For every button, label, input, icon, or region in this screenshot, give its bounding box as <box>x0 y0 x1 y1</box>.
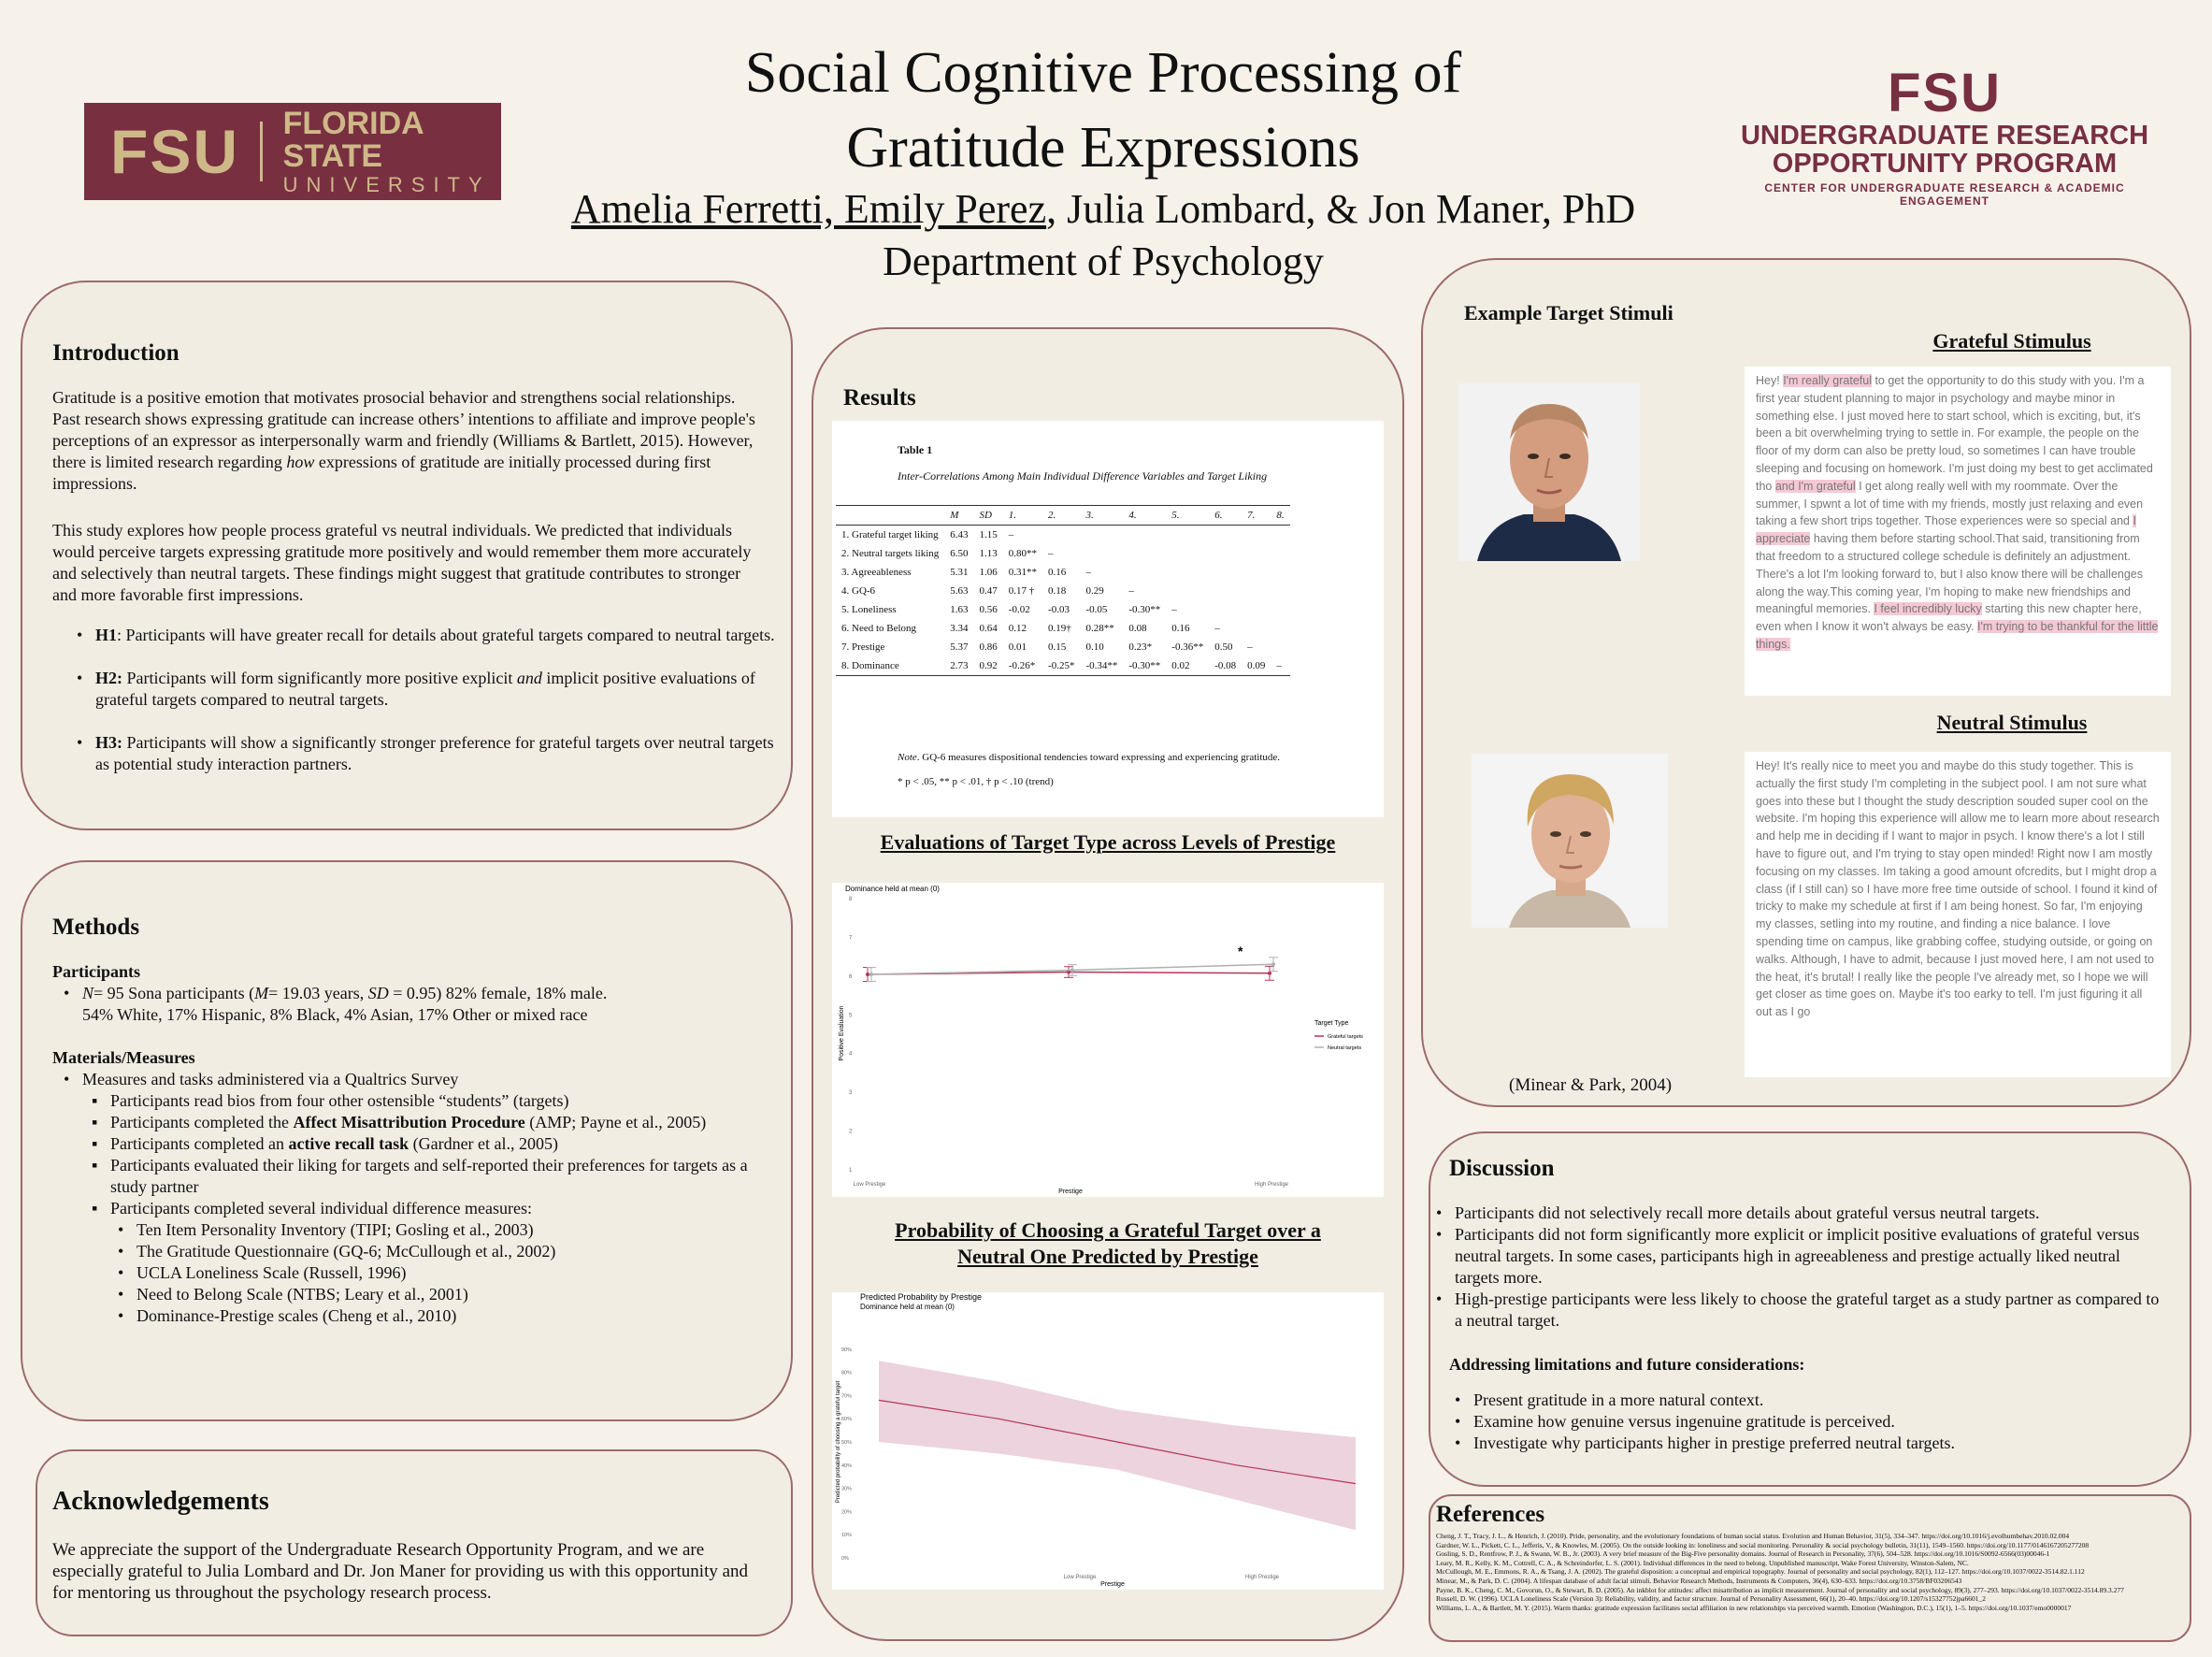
discussion-heading: Discussion <box>1449 1156 1555 1181</box>
table-cell: 1. Grateful target liking <box>841 529 939 540</box>
table-cell: -0.05 <box>1085 604 1108 615</box>
discussion-points <box>1430 1203 2165 1332</box>
table-cell <box>1271 619 1289 638</box>
h2-label: H2: <box>95 669 122 687</box>
discussion-point: • Participants did not form significantly more explicit or implicit positive evaluations of grateful versus neutral targets. In some cases, participants high in agreeableness and prestige actually liked neutral targets more. <box>1430 1224 2165 1289</box>
table-row <box>836 544 1290 563</box>
limitations-list <box>1449 1390 2160 1454</box>
participants-heading: Participants <box>52 962 140 981</box>
chart2-y-tick-label: 30% <box>841 1486 853 1492</box>
results-panel <box>812 327 1404 1641</box>
m3-a: Participants completed an <box>110 1134 289 1153</box>
table-cell <box>1271 526 1289 545</box>
table-cell: 5. Loneliness <box>841 604 897 615</box>
scale-item: • Need to Belong Scale (NTBS; Leary et al., 2001) <box>112 1284 772 1305</box>
table-cell <box>1042 526 1080 545</box>
h2-em: and <box>516 669 542 687</box>
measure-3 <box>86 1133 772 1155</box>
table-cell: 2.73 <box>944 656 973 676</box>
grateful-target-photo <box>1458 383 1640 561</box>
m2-b: Affect Misattribution Procedure <box>293 1113 525 1131</box>
table-cell <box>1080 544 1123 563</box>
reference-item: Leary, M. R., Kelly, K. M., Cottrell, C. A., & Schreindorfer, L. S. (2001). Individual differences in the need to belong. Unpublished manuscript, Wake Forest University, Winston-Salem, NC. <box>1436 1558 1969 1567</box>
hypothesis-2 <box>71 668 782 711</box>
reference-item: Gosling, S. D., Rentfrow, P. J., & Swann, W. B., Jr. (2003). A very brief measure of the Big-Five personality domains. Journal of Research in Personality, 37(6), 504–528. https://doi.org/10.1016/S0092-6566(03)00046-1 <box>1436 1549 2050 1559</box>
table-cell <box>1271 544 1289 563</box>
chart2-x-tick-label: High Prestige <box>1244 1575 1280 1580</box>
hypotheses-list <box>71 625 782 775</box>
reference-item: Gardner, W. L., Pickett, C. L., Jefferis, V., & Knowles, M. (2005). On the outside looking in: loneliness and social monitoring. Personality & social psychology bulletin, 31(11), 1549–1560. https://doi.org/10.1177/0146167205277208 <box>1436 1540 2090 1549</box>
table-cell <box>1242 544 1271 563</box>
table-cell: 0.86 <box>979 641 998 653</box>
table-cell: – <box>1247 641 1253 653</box>
participants-item <box>58 983 772 1026</box>
neutral-stimulus-heading: Neutral Stimulus <box>1936 711 2088 734</box>
table-cell: -0.03 <box>1048 604 1070 615</box>
table-cell: 3. Agreeableness <box>841 567 912 578</box>
table-cell <box>1209 563 1242 582</box>
chart1-point <box>869 973 873 976</box>
chart2-heading <box>813 1218 1402 1270</box>
scale-item: • The Gratitude Questionnaire (GQ-6; McCullough et al., 2002) <box>112 1241 772 1262</box>
fsu-logo-mark: FSU <box>110 117 239 186</box>
chart2-y-tick-label: 50% <box>841 1440 853 1446</box>
chart1-legend-label: Grateful targets <box>1328 1034 1363 1040</box>
chart1-point <box>1070 968 1074 972</box>
table-cell: 5.31 <box>950 567 969 578</box>
introduction-panel <box>21 281 793 830</box>
correlation-table <box>836 505 1290 676</box>
table-cell <box>1242 526 1271 545</box>
h3-label: H3: <box>95 733 122 752</box>
chart1-x-tick-label: High Prestige <box>1254 1182 1289 1188</box>
table-cell: -0.08 <box>1209 656 1242 676</box>
m2-c: (AMP; Payne et al., 2005) <box>524 1113 707 1131</box>
table-cell: 2. Neutral targets liking <box>841 548 940 559</box>
table-body <box>836 526 1290 676</box>
table-cell: 0.31** <box>1008 567 1038 578</box>
table-cell: -0.30** <box>1123 656 1166 676</box>
chart1-y-tick-label: 1 <box>849 1168 853 1174</box>
table-cell: 5.37 <box>950 641 969 653</box>
chart2-subtitle: Dominance held at mean (0) <box>860 1303 955 1311</box>
participants-list <box>58 983 772 1026</box>
chart1-legend-label: Neutral targets <box>1328 1045 1362 1051</box>
chart2-y-tick-label: 60% <box>841 1417 853 1423</box>
table-cell: 0.47 <box>979 585 998 597</box>
reference-item: Payne, B. K., Cheng, C. M., Govorun, O., & Stewart, B. D. (2005). An inkblot for attitudes: affect misattribution as implicit measurement. Journal of personality and social psychology, 89(3), 277–293. https://doi.org/10.1037/0022-3514.89.3.277 <box>1436 1585 2124 1594</box>
table-cell: 0.16 <box>1048 567 1067 578</box>
bio-highlight: I'm trying to be thankful for the little things. <box>1756 620 2159 651</box>
table-cell: 5.63 <box>950 585 969 597</box>
urop-logo-mark: FSU <box>1888 63 2002 123</box>
table-note-text: . GQ-6 measures dispositional tendencies toward expressing and experiencing gratitude. <box>916 752 1281 763</box>
table-cell: 0.16 <box>1171 623 1190 634</box>
chart1-y-axis-label: Positive Evaluation <box>839 1005 845 1061</box>
chart1-point <box>1268 972 1271 975</box>
table-cell: -0.26* <box>1003 656 1042 676</box>
bio-highlight: I'm really grateful <box>1783 374 1872 387</box>
h2-text-a: Participants will form significantly more positive explicit <box>122 669 517 687</box>
table-header-row <box>836 506 1290 526</box>
part-b: = 19.03 years, <box>268 984 368 1002</box>
acknowledgements-heading: Acknowledgements <box>52 1487 269 1516</box>
results-heading: Results <box>843 385 916 411</box>
table-header-cell: M <box>944 506 973 526</box>
table-header-cell: 1. <box>1003 506 1042 526</box>
chart2-y-tick-label: 0% <box>841 1556 849 1562</box>
authors <box>524 183 1683 236</box>
table-cell: 1.13 <box>979 548 998 559</box>
introduction-paragraph-1 <box>52 387 765 495</box>
table-cell: 0.09 <box>1242 656 1271 676</box>
acknowledgements-text: We appreciate the support of the Undergraduate Research Opportunity Program, and we are especially grateful to Julia Lombard and Dr. Jon Maner for providing us with this opportunity and for mentoring us throughout the psychology research process. <box>52 1540 749 1603</box>
measures-sublist <box>86 1090 772 1327</box>
chart1-subtitle: Dominance held at mean (0) <box>845 885 940 893</box>
h2-text-b: implicit positive evaluations of grateful targets compared to neutral targets. <box>95 669 755 709</box>
title-line-2: Gratitude Expressions <box>846 116 1360 180</box>
h1-text: : Participants will have greater recall for details about grateful targets compared to neutral targets. <box>117 626 775 644</box>
chart1-y-tick-label: 2 <box>849 1129 853 1135</box>
table-cell: 0.12 <box>1008 623 1027 634</box>
table-cell: 1.06 <box>979 567 998 578</box>
chart1-y-tick-label: 5 <box>849 1013 853 1019</box>
table-cell <box>1271 600 1289 619</box>
neutral-face-image <box>1472 754 1668 928</box>
authors-rest: , Julia Lombard, & Jon Maner, PhD <box>1046 186 1636 232</box>
fsu-logo-name-line2: UNIVERSITY <box>282 173 491 197</box>
table-cell: – <box>1171 604 1177 615</box>
references-heading: References <box>1436 1502 1545 1527</box>
table-cell: 0.92 <box>974 656 1003 676</box>
bio-highlight: I feel incredibly lucky <box>1874 602 1982 616</box>
m3-b: active recall task <box>288 1134 409 1153</box>
reference-item: Russell, D. W. (1996). UCLA Loneliness Scale (Version 3): Reliability, validity, and factor structure. Journal of Personality Assessment, 66(1), 20–40. https://doi.org/10.1207/s15327752jpa6601_2 <box>1436 1594 1986 1604</box>
table-cell: 0.10 <box>1085 641 1104 653</box>
table-header-cell: 5. <box>1166 506 1209 526</box>
table-cell <box>1166 582 1209 600</box>
chart2-y-tick-label: 80% <box>841 1370 853 1376</box>
discussion-point: • Participants did not selectively recall more details about grateful versus neutral targets. <box>1430 1203 2165 1224</box>
intro-p1-a: Gratitude is a positive emotion that motivates prosocial behavior and strengthens social relationships. Past research shows expressing gratitude can increase others’ intentions to affiliate and improve people's perceptions of an expressor as interpersonally warm and friendly (Williams & Bartlett, 2015). However, there is limited research regarding <box>52 388 755 471</box>
limitation-item: • Present gratitude in a more natural context. <box>1449 1390 2160 1411</box>
table-header-cell: SD <box>974 506 1003 526</box>
chart2-y-axis-label: Predicted probability of choosing a grateful target <box>836 1380 841 1504</box>
h3-text: Participants will show a significantly stronger preference for grateful targets over neutral targets as potential study interaction partners. <box>95 733 774 773</box>
urop-logo-line3: CENTER FOR UNDERGRADUATE RESEARCH & ACADEMIC ENGAGEMENT <box>1764 181 2125 208</box>
chart1-legend-title: Target Type <box>1314 1020 1349 1027</box>
bio-highlight: and I'm grateful <box>1774 479 1856 493</box>
reference-item: McCullough, M. E., Emmons, R. A., & Tsang, J. A. (2002). The grateful disposition: a conceptual and empirical topography. Journal of personality and social psychology, 82(1), 112–127. https://doi.org/10.1037/0022-3514.82.1.112 <box>1436 1567 2085 1577</box>
table-cell <box>1166 526 1209 545</box>
scale-item: • UCLA Loneliness Scale (Russell, 1996) <box>112 1262 772 1284</box>
table-cell <box>1166 563 1209 582</box>
table-header-cell: 8. <box>1271 506 1289 526</box>
measure-1: ▪ Participants read bios from four other ostensible “students” (targets) <box>86 1090 772 1112</box>
bio-highlight: I appreciate <box>1756 514 2136 546</box>
table-cell <box>1242 582 1271 600</box>
table-cell <box>1123 544 1166 563</box>
scales-list <box>112 1219 772 1327</box>
chart1-y-tick-label: 4 <box>849 1051 853 1058</box>
table-cell: -0.25* <box>1042 656 1080 676</box>
hypothesis-1 <box>71 625 782 646</box>
introduction-heading: Introduction <box>52 340 180 366</box>
table-cell: 7. Prestige <box>841 641 885 653</box>
table-cell <box>1209 582 1242 600</box>
table-cell <box>1242 619 1271 638</box>
fsu-logo-name <box>282 105 501 197</box>
table-significance: * p < .05, ** p < .01, † p < .10 (trend) <box>898 776 1054 787</box>
department: Department of Psychology <box>883 238 1324 284</box>
choice-probability-chart <box>832 1292 1384 1590</box>
table-cell: 1.15 <box>979 529 998 540</box>
hypothesis-3 <box>71 732 782 775</box>
table-cell <box>1271 563 1289 582</box>
bio-text: I get along really well with my roommate. Over the summer, I spwnt a lot of time with my friends, mostly just relaxing and even taking a few short trips together. Those experiences were so special and <box>1756 479 2144 528</box>
table-header-cell: 4. <box>1123 506 1166 526</box>
table-row <box>836 526 1290 545</box>
table-header-cell: 7. <box>1242 506 1271 526</box>
table-cell: 0.19† <box>1048 623 1071 634</box>
fsu-logo <box>84 103 501 200</box>
table-cell <box>1166 544 1209 563</box>
chart2-y-tick-label: 90% <box>841 1347 853 1353</box>
chart2-y-tick-label: 20% <box>841 1509 853 1516</box>
references-list <box>1436 1532 2184 1612</box>
table-cell <box>1209 544 1242 563</box>
reference-item: Williams, L. A., & Bartlett, M. Y. (2015). Warm thanks: gratitude expression facilitates social affiliation in new relationships via perceived warmth. Emotion (Washington, D.C.), 15(1), 1–5. https://doi.org/10.1037/emo0000017 <box>1436 1603 2072 1612</box>
chart1-y-tick-label: 8 <box>849 897 853 902</box>
introduction-paragraph-2: This study explores how people process grateful vs neutral individuals. We predicted that individuals would perceive targets expressing gratitude more positively and would remember them more accurately and selectively than neutral targets. These findings might suggest that gratitude contributes to stronger and more favorable first impressions. <box>52 521 752 604</box>
grateful-face-image <box>1458 383 1640 561</box>
table-cell <box>1209 600 1242 619</box>
table-cell <box>1123 526 1166 545</box>
table-caption: Inter-Correlations Among Main Individual Difference Variables and Target Liking <box>898 469 1268 483</box>
measures-intro <box>58 1069 772 1327</box>
m3-c: (Gardner et al., 2005) <box>409 1134 559 1153</box>
fsu-logo-name-line1: FLORIDA STATE <box>282 105 424 175</box>
table-cell <box>1242 563 1271 582</box>
table-header-cell: 3. <box>1080 506 1123 526</box>
reference-item: Cheng, J. T., Tracy, J. L., & Henrich, J. (2010). Pride, personality, and the evolutionary foundations of human social status. Evolution and Human Behavior, 31(5), 334–347. https://doi.org/10.1016/j.evolhumbehav.2010.02.004 <box>1436 1532 2070 1540</box>
neutral-target-photo <box>1472 754 1668 928</box>
chart1-y-tick-label: 6 <box>849 973 853 980</box>
table-cell: 0.15 <box>1048 641 1067 653</box>
table-cell: 6.43 <box>950 529 969 540</box>
table-cell: – <box>1008 529 1014 540</box>
table-cell <box>1242 600 1271 619</box>
reference-item: Minear, M., & Park, D. C. (2004). A lifespan database of adult facial stimuli. Behavior Research Methods, Instruments & Computers, 36(4), 630–633. https://doi.org/10.3758/BF03206543 <box>1436 1576 1962 1585</box>
table-cell: -0.34** <box>1080 656 1123 676</box>
discussion-point: • High-prestige participants were less likely to choose the grateful target as a study partner as compared to a neutral target. <box>1430 1289 2165 1332</box>
table-note <box>898 752 1280 763</box>
table-cell: 0.28** <box>1085 623 1114 634</box>
chart1-point <box>1271 962 1275 966</box>
intro-p1-b: expressions of gratitude are initially processed during first impressions. <box>52 453 711 493</box>
table-cell: 0.18 <box>1048 585 1067 597</box>
fsu-logo-divider <box>260 122 263 181</box>
table-cell: 6.50 <box>950 548 969 559</box>
table-header-cell: 2. <box>1042 506 1080 526</box>
prestige-evaluation-chart <box>832 883 1384 1197</box>
chart1-significance-marker: * <box>1238 943 1243 958</box>
bio-text: to get the opportunity to do this study with you. I'm a first year student planning to major in psychology and maybe minor in something else. I just moved here to start school, which is exciting, but, it's been a bit overwhelming trying to settle in. For example, the people on the floor of my dorm can also be pretty loud, so sometimes I can have trouble sleeping and focusing on homework. I'm just doing my best to get acclimated tho <box>1756 374 2153 493</box>
measure-2 <box>86 1112 772 1133</box>
chart2-y-tick-label: 70% <box>841 1393 853 1400</box>
chart2-confidence-band <box>879 1361 1356 1530</box>
table-cell: 0.50 <box>1214 641 1233 653</box>
measures-list <box>58 1069 772 1327</box>
table-cell: 8. Dominance <box>836 656 944 676</box>
table-cell <box>1080 526 1123 545</box>
chart1-point <box>866 973 869 976</box>
part-line2: 54% White, 17% Hispanic, 8% Black, 4% Asian, 17% Other or mixed race <box>82 1005 588 1024</box>
table-header-cell: 6. <box>1209 506 1242 526</box>
chart2-y-tick-label: 40% <box>841 1462 853 1469</box>
materials-heading: Materials/Measures <box>52 1048 195 1067</box>
bio-text: Hey! <box>1756 374 1784 387</box>
measure-4: ▪ Participants evaluated their liking for targets and self-reported their preferences for targets as a study partner <box>86 1155 772 1198</box>
chart2-x-axis-label: Prestige <box>1100 1581 1125 1588</box>
table-row <box>836 656 1290 676</box>
table-cell: 3.34 <box>950 623 969 634</box>
table-header-cell <box>836 506 944 526</box>
acknowledgements-panel <box>36 1449 793 1636</box>
title-line-1: Social Cognitive Processing of <box>744 41 1462 105</box>
scale-item: • Ten Item Personality Inventory (TIPI; Gosling et al., 2003) <box>112 1219 772 1241</box>
table-row <box>836 600 1290 619</box>
table-row <box>836 638 1290 656</box>
table-cell: 0.80** <box>1008 548 1038 559</box>
chart1-y-tick-label: 3 <box>849 1090 853 1097</box>
table-row <box>836 563 1290 582</box>
references-panel <box>1429 1494 2191 1642</box>
urop-logo <box>1720 65 2169 208</box>
scale-item: • Dominance-Prestige scales (Cheng et al., 2010) <box>112 1305 772 1327</box>
part-m: M <box>254 984 269 1002</box>
chart2-card <box>832 1292 1384 1590</box>
chart1-x-tick-label: Low Prestige <box>853 1182 886 1188</box>
table-cell: – <box>1128 585 1134 597</box>
methods-body <box>52 961 772 1327</box>
chart1-heading: Evaluations of Target Type across Levels of Prestige <box>880 830 1336 854</box>
stimuli-heading: Example Target Stimuli <box>1464 301 1673 324</box>
table-cell: 0.64 <box>979 623 998 634</box>
stimuli-citation: (Minear & Park, 2004) <box>1509 1075 1673 1095</box>
table-cell <box>1271 638 1289 656</box>
table-note-label: Note <box>898 752 917 763</box>
chart1-x-axis-label: Prestige <box>1058 1189 1083 1195</box>
urop-logo-line2: OPPORTUNITY PROGRAM <box>1772 149 2118 179</box>
measure-5-text: Participants completed several individual difference measures: <box>110 1199 533 1218</box>
table-cell: 0.23* <box>1128 641 1153 653</box>
table-cell: 1.63 <box>950 604 969 615</box>
chart2-x-tick-label: Low Prestige <box>1063 1575 1097 1580</box>
chart1-y-tick-label: 7 <box>849 935 853 942</box>
table-cell: -0.36** <box>1171 641 1204 653</box>
table-cell: 0.02 <box>1166 656 1209 676</box>
table-cell <box>1123 563 1166 582</box>
measure-5 <box>86 1198 772 1327</box>
part-c: = 0.95) 82% female, 18% male. <box>388 984 608 1002</box>
intro-p1-em: how <box>286 453 315 471</box>
poster-title <box>524 36 1683 185</box>
table-cell: 0.56 <box>979 604 998 615</box>
methods-panel <box>21 860 793 1421</box>
limitation-item: • Investigate why participants higher in prestige preferred neutral targets. <box>1449 1433 2160 1454</box>
table-cell: – <box>1085 567 1091 578</box>
table-cell: – <box>1214 623 1220 634</box>
authors-underlined: Amelia Ferretti, Emily Perez <box>570 186 1047 232</box>
chart2-y-tick-label: 10% <box>841 1533 853 1539</box>
correlation-table-card <box>832 421 1384 817</box>
grateful-stimulus-heading: Grateful Stimulus <box>1932 329 2091 353</box>
table-row <box>836 582 1290 600</box>
stimuli-panel <box>1421 258 2191 1107</box>
grateful-bio <box>1745 367 2171 696</box>
chart2-heading-line2: Neutral One Predicted by Prestige <box>957 1245 1258 1268</box>
neutral-bio: Hey! It's really nice to meet you and maybe do this study together. This is actually the first study I'm completing in the subject pool. I am not sure what goes into these but I thought the study description souded super cool on the website. I'm hoping this experience will allow me to learn more about research and help me in deciding if I want to major in psych. I know there's a lot I still have to figure out, and I'm trying to stay open minded! Right now I am mostly focusing on my classes. Im taking a good amount ofcredits, but I might drop a class (if I still can) so I have more free time outside of school. I found it kind of tricky to make my schedule at first if I am being honest. So far, I'm enjoying my classes, setling into my routine, and finding a nice balance. I love spending time on campus, like grabbing coffee, studying outside, or going on walks. Although, I have to admit, because I just moved here, I am not used to the heat, it's brutal! I really like the people I've already met, so I hope we will get closer as time goes on. Maybe it's too earky to tell. I'm just figuring it all out as I go <box>1745 752 2171 1077</box>
chart2-heading-line1: Probability of Choosing a Grateful Target over a <box>895 1218 1321 1242</box>
table-cell: -0.02 <box>1008 604 1030 615</box>
table-cell: 0.08 <box>1128 623 1147 634</box>
discussion-panel <box>1429 1131 2191 1487</box>
table-cell: 0.29 <box>1085 585 1104 597</box>
table-cell <box>1209 526 1242 545</box>
chart2-title: Predicted Probability by Prestige <box>860 1292 983 1302</box>
table-cell: 0.17 † <box>1008 585 1035 597</box>
table-row <box>836 619 1290 638</box>
table-cell: – <box>1048 548 1054 559</box>
part-sd: SD <box>367 984 389 1002</box>
measures-intro-text: Measures and tasks administered via a Qualtrics Survey <box>82 1070 459 1088</box>
bio-text: having them before starting school.That said, transitioning from that freedom to a structured college schedule is definitely an adjustment. There's a lot I'm looking forward to, but I also know there will be challenges along the way.This coming year, I'm hoping to make new friendships and meaningful memories. <box>1756 532 2144 616</box>
part-n: N <box>82 984 94 1002</box>
table-cell: 6. Need to Belong <box>841 623 917 634</box>
methods-heading: Methods <box>52 915 140 940</box>
table-label: Table 1 <box>898 443 933 456</box>
table-cell <box>1271 582 1289 600</box>
urop-logo-line1: UNDERGRADUATE RESEARCH <box>1740 121 2149 151</box>
m2-a: Participants completed the <box>110 1113 294 1131</box>
limitations-heading: Addressing limitations and future considerations: <box>1449 1355 1805 1374</box>
table-cell: 0.01 <box>1008 641 1027 653</box>
bio-text: starting this new chapter here, even when I know it won't always be easy. <box>1756 602 2142 634</box>
table-cell: – <box>1271 656 1289 676</box>
part-a: = 95 Sona participants ( <box>93 984 255 1002</box>
table-cell: 4. GQ-6 <box>841 585 876 597</box>
table-cell: -0.30** <box>1128 604 1161 615</box>
h1-label: H1 <box>95 626 118 644</box>
chart1-card <box>832 883 1384 1197</box>
limitation-item: • Examine how genuine versus ingenuine gratitude is perceived. <box>1449 1411 2160 1433</box>
